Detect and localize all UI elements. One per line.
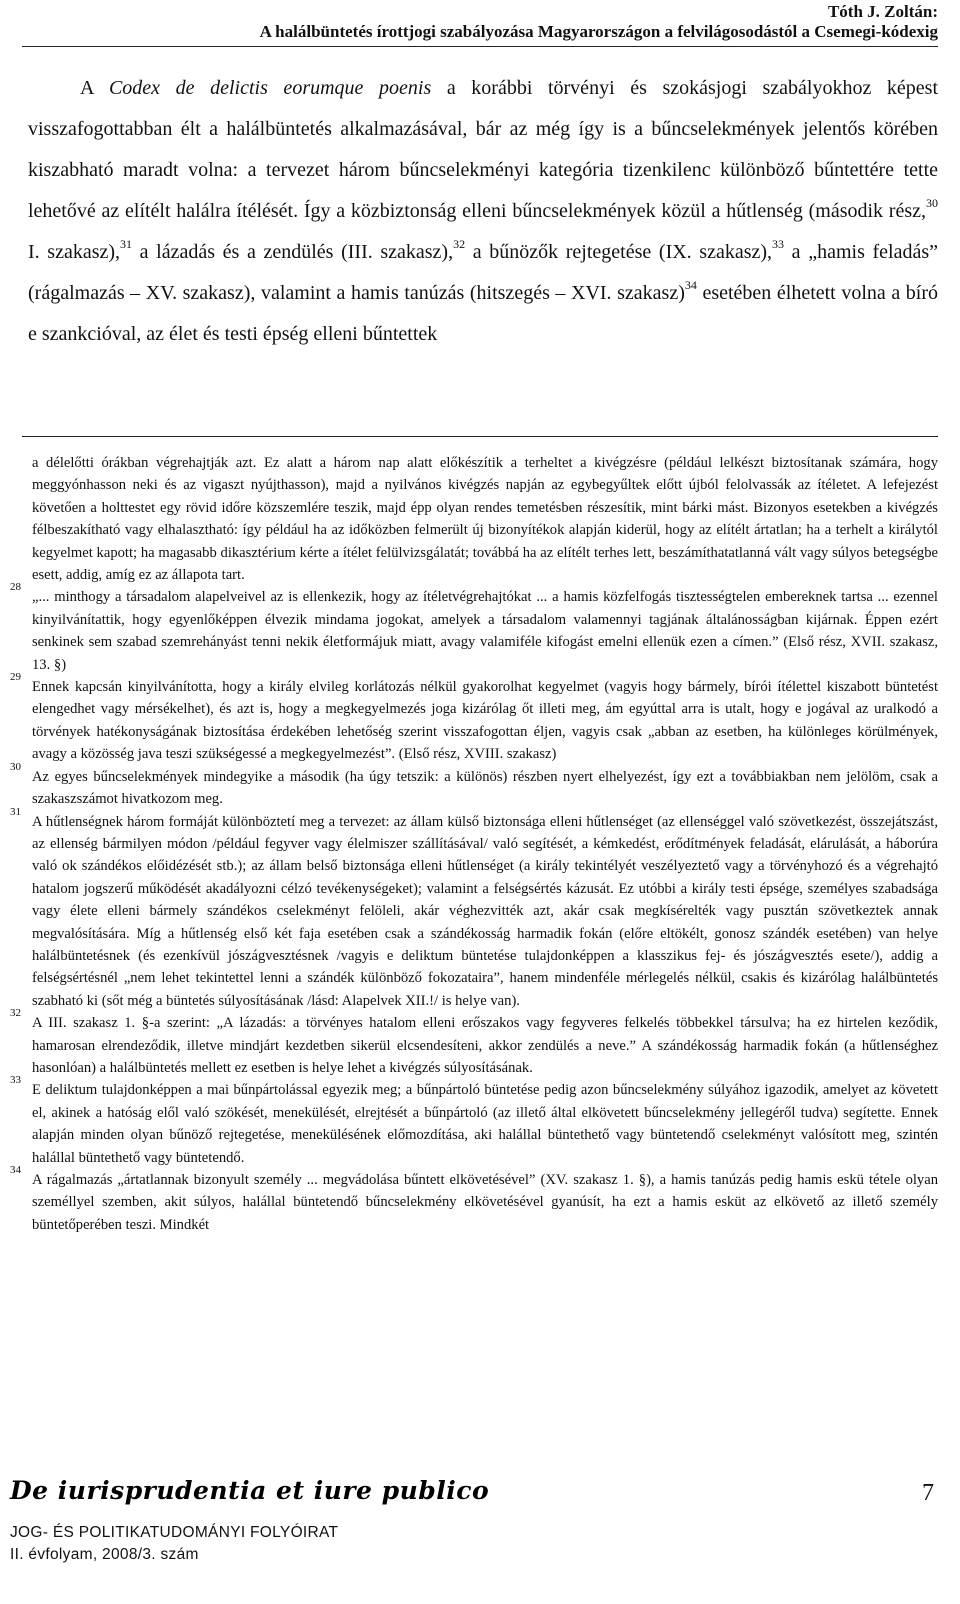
footnote-ref-31[interactable]: 31 (120, 237, 133, 251)
footnote-ref-30[interactable]: 30 (926, 196, 938, 210)
footnote-34 (10, 1164, 938, 1236)
body-text-segment: I. szakasz), (28, 241, 121, 263)
footnote-31 (10, 805, 938, 1013)
footnote-32 (10, 1007, 938, 1079)
footnote-divider (22, 436, 938, 437)
footnote-text: A III. szakasz 1. §-a szerint: „A lázadás: a törvényes hatalom elleni erőszakos vagy fegyveres felkelés többekkel társulva; ha ez hirtelen keződik, hamarosan elrendeződik, illetve mindjárt kezdetben sikerül elcsendesíteni, akkor zendülés a neve.” A szándékosság harmadik fokán (a hűtlenséghez hasonlóan) a halálbüntetés mellett ez esetben is helye lehet a kivégzés súlyosításának. (32, 1015, 938, 1076)
footnote-33 (10, 1074, 938, 1169)
footnote-ref-32[interactable]: 32 (453, 237, 466, 251)
footnote-text: E deliktum tulajdonképpen a mai bűnpártolással egyezik meg; a bűnpártoló büntetése pedig azon bűncselekmény súlyához igazodik, amelyet az követett el, akinek a hatóság elől való szökését, menekülését, elrejtését a bűnpártoló (az illető által elkövetett bűncselekmény jellegéről tudva) segítette. Ennek alapján minden olyan bűnöző rejtegetése, menekülésének előmozdítása, aki halállal büntethető vagy büntetendő cselekményt valósított meg, szintén halállal büntethető vagy büntetendő. (32, 1082, 938, 1166)
body-text-segment: a lázadás és a zendülés (III. szakasz), (132, 241, 454, 263)
footnote-28 (10, 581, 938, 676)
footnote-number: 30 (10, 760, 21, 773)
footnote-text: A rágalmazás „ártatlannak bizonyult személy ... megvádolása bűntett elkövetésével” (XV. szakasz 1. §), a hamis tanúzás pedig hamis eskü tétele olyan személlyel szemben, akit súlyos, halállal büntetendő bűncselekmény elkövetésével gyanúsít, ha ezt a hamis esküt az elkövető az illető személy büntetőperében teszi. Mindkét (32, 1172, 938, 1233)
body-paragraph (28, 68, 938, 355)
journal-volume: II. évfolyam, 2008/3. szám (10, 1546, 199, 1563)
body-text-segment: esetében élhetett volna a bíró e szankcióval, az élet és testi épség elleni bűntettek (28, 282, 939, 345)
footnote-number: 34 (10, 1164, 21, 1176)
footnote-30 (10, 760, 938, 811)
footnote-text: Az egyes bűncselekmények mindegyike a második (ha úgy tetszik: a különös) részben nyert elhelyezést, így ezt a továbbiakban nem jelölöm, csak a szakaszszámot hivatkozom meg. (32, 768, 938, 808)
body-text-segment: a „hamis feladás” (rágalmazás – XV. szakasz), valamint a hamis tanúzás (hitszegés – XVI. szakasz) (28, 241, 938, 304)
header-divider (22, 46, 938, 47)
footnotes (10, 452, 938, 1236)
footnote-29 (10, 671, 938, 766)
footnote-number: 31 (10, 805, 21, 818)
footnote-number: 29 (10, 671, 21, 684)
footnote-text: a délelőtti órákban végrehajtják azt. Ez alatt a három nap alatt előkészítik a terheltet a kivégzésre (például lelkészt biztosítanak számára, hogy meggyónhasson neki és az vigaszt nyújthasson), majd a nyilvános kivégzés napján az egybegyűltek előtt újból felolvassák az ítéletet. A lefejezést követően a holttestet egy rövid időre közszemlére teszik, majd épp olyan rendes temetésben részesítik, mint bárki mást. Bizonyos esetekben a kivégzés félbeszakítható vagy elhalasztható: így például ha az időközben felmerült új bizonyítékok alapján kiderül, hogy az elítélt ártatlan; ha a terhelt a királytól kegyelmet kapott; ha magasabb dikasztérium kérte a ítélet felülvizsgálatát; továbbá ha az elítélt terhes lett, beszámíthatatlanná vált vagy súlyos betegségbe esett, addig, amíg ez az állapota tart. (32, 455, 938, 584)
footnote-text: „... minthogy a társadalom alapelveivel az is ellenkezik, hogy az ítéletvégrehajtókat ... a hamis közfelfogás tisztességtelen embereknek tartsa ... ezennel kinyilvánítattik, hogy egyenlőképpen élvezik mindama jogokat, amelyek a társadalom valamennyi tagjának általánosságban kijárnak. Éppen ezért senkinek sem szabad szemrehányást tenni nekik életformájuk miatt, avagy valamiféle kifogást emelni ellenük ezen a címen.” (Első rész, XVII. szakasz, 13. §) (32, 589, 938, 673)
footnote-text: Ennek kapcsán kinyilvánította, hogy a király elvileg korlátozás nélkül gyakorolhat kegyelmet (vagyis hogy bármely, bírói ítélettel kiszabott büntetést elengedhet vagy mérsékelhet), és azt is, hogy a megkegyelmezés joga kizárólag őt illeti meg, ám egyúttal arra is utalt, hogy e jogával az uralkodó a törvények hatékonyságának biztosítása érdekében lehetőség szerint visszafogottan éljen, vagyis csak „abban az esetben, ha különleges körülmények, avagy a közösség java teszi szükségessé a megkegyelmezést”. (Első rész, XVIII. szakasz) (32, 679, 938, 763)
header-title: A halálbüntetés írottjogi szabályozása Magyarországon a felvilágosodástól a Csemegi-kódexig (259, 22, 938, 41)
body-text-segment: A (80, 77, 109, 99)
footnote-number: 32 (10, 1007, 21, 1020)
main-text (28, 68, 938, 355)
footnote-text: A hűtlenségnek három formáját különböztetí meg a tervezet: az állam külső biztonsága elleni hűtlenséget (az ellenséggel való szövetkezést, összejátszást, az ellenség bármilyen módon /például fegyver vagy élelmiszer szállításával/ való segítését, a kémkedést, erődítmények feladását, elárulását, a háborúra való ok szándékos előidézését stb.); az állam belső biztonsága elleni hűtlenséget (a király tekintélyét veszélyeztető vagy a törvényhozó és a végrehajtó hatalom jogszerű működését akadályozni célzó tevékenységeket); valamint a felségsértés kázusát. Ez utóbbi a király testi épsége, személyes szabadsága vagy élete elleni bármely szándékos cselekményt felöleli, akár véghezvitték azt, akár csak megkísérelték vagy pusztán szövetkeztek annak megvalósítására. Míg a hűtlenség első két faja esetében csak a szándékosság harmadik fokán (előre eltökélt, gonosz szándék esetében) van helye halálbüntetésnek (és ezenkívül jószágvesztésnek /vagyis e deliktum büntetése tulajdonképpen a klasszikus fej- és jószágvesztés esete/), addig a felségsértésnél „nem lehet tekintettel lenni a szándék különböző fokozataira”, hanem mindenféle mérlegelés nélkül, csakis és kizárólag halálbüntetés szabható ki (sőt még a büntetés súlyosításának /lásd: Alapelvek XII.!/ is helye van). (32, 813, 938, 1009)
journal-logo: De iurisprudentia et iure publico (10, 1476, 490, 1505)
header-author: Tóth J. Zoltán: (827, 2, 938, 21)
codex-title: Codex de delictis eorumque poenis (108, 77, 432, 99)
body-text-segment: a korábbi törvényi és szokásjogi szabályokhoz képest visszafogottabban élt a halálbüntetés alkalmazásával, bár az még így is a bűncselekmények jelentős körében kiszabható maradt volna: a tervezet három bűncselekményi kategória tizenkilenc különböző bűntettére tette lehetővé az elítélt halálra ítélését. Így a közbiztonság elleni bűncselekmények közül a hűtlenség (második rész, (28, 77, 939, 222)
page-number: 7 (922, 1480, 934, 1506)
body-text-segment: a bűnözők rejtegetése (IX. szakasz), (465, 241, 773, 263)
footnote-number: 28 (10, 581, 21, 594)
journal-name: JOG- ÉS POLITIKATUDOMÁNYI FOLYÓIRAT (10, 1524, 339, 1541)
footnote-number: 33 (10, 1074, 21, 1087)
footnote-ref-33[interactable]: 33 (772, 237, 785, 251)
footnote-ref-34[interactable]: 34 (684, 278, 697, 292)
footnote-continuation (10, 452, 938, 586)
